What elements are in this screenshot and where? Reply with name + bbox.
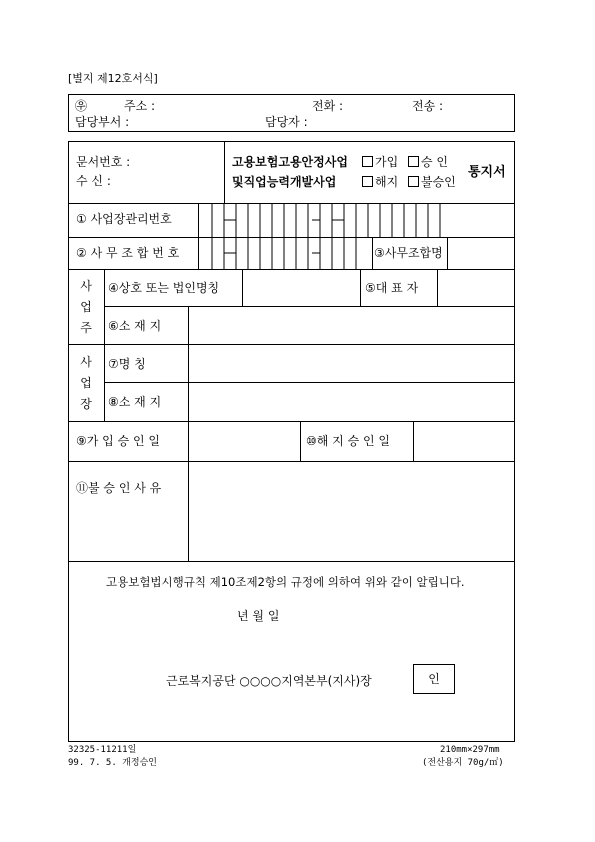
reject-reason-label: ⑪불 승 인 사 유 <box>76 481 162 495</box>
zip-mark: ㉾ <box>75 99 88 113</box>
legal-statement: 고용보험법시행규칙 제10조제2항의 규정에 의하여 위와 같이 알립니다. <box>106 575 465 589</box>
title-line-1: 고용보험고용안정사업 <box>232 155 348 169</box>
join-label: 가입 <box>375 155 399 169</box>
office-number-cells[interactable] <box>208 237 372 269</box>
terminate-label: 해지 <box>375 175 399 189</box>
option-approve[interactable] <box>408 156 448 168</box>
ceo-label: ⑤대 표 자 <box>365 281 419 295</box>
paper-size: 210mm×297mm <box>440 745 500 755</box>
employer-group-label: 사 업 주 <box>80 279 92 335</box>
option-join[interactable] <box>362 156 398 168</box>
option-reject[interactable] <box>408 176 456 188</box>
person-label: 담당자 : <box>265 115 308 129</box>
form-code: 32325-11211일 <box>68 745 137 755</box>
employer-address-label: ⑥소 재 지 <box>108 319 162 333</box>
site-name-label: ⑦명 칭 <box>108 357 146 371</box>
join-checkbox[interactable] <box>362 156 373 167</box>
approve-label: 승 인 <box>421 155 448 169</box>
seal-box: 인 <box>413 664 455 694</box>
office-name-label: ③사무조합명 <box>374 246 443 260</box>
paper-type: (전산용지 70g/㎡) <box>422 758 504 768</box>
sender-info-box <box>68 94 515 132</box>
address-label: 주소 : <box>124 99 156 113</box>
office-number-label: ② 사 무 조 합 번 호 <box>76 246 180 260</box>
join-date-label: ⑨가 입 승 인 일 <box>76 434 160 448</box>
terminate-checkbox[interactable] <box>362 176 373 187</box>
company-name-label: ④상호 또는 법인명칭 <box>108 281 220 295</box>
form-number-tag: [별지 제12호서식] <box>68 72 158 85</box>
site-address-label: ⑧소 재 지 <box>108 395 162 409</box>
reject-label: 불승인 <box>421 175 456 189</box>
site-group-label: 사 업 장 <box>80 355 92 411</box>
notice-title: 통지서 <box>468 165 506 180</box>
terminate-date-label: ⑩해 지 승 인 일 <box>306 434 390 448</box>
phone-label: 전화 : <box>312 99 344 113</box>
reject-checkbox[interactable] <box>408 176 419 187</box>
doc-number-label: 문서번호 : <box>76 155 131 169</box>
site-number-label: ① 사업장관리번호 <box>76 212 172 226</box>
site-number-cells[interactable] <box>208 203 448 237</box>
issuer-name: 근로복지공단 ○○○○지역본부(지사)장 <box>166 674 372 688</box>
revision-note: 99. 7. 5. 개정승인 <box>68 758 157 768</box>
issue-date: 년 월 일 <box>237 609 280 623</box>
option-terminate[interactable] <box>362 176 398 188</box>
approve-checkbox[interactable] <box>408 156 419 167</box>
title-line-2: 및직업능력개발사업 <box>232 175 337 189</box>
dept-label: 담당부서 : <box>75 115 130 129</box>
fax-label: 전송 : <box>412 99 444 113</box>
recipient-label: 수 신 : <box>76 174 111 188</box>
